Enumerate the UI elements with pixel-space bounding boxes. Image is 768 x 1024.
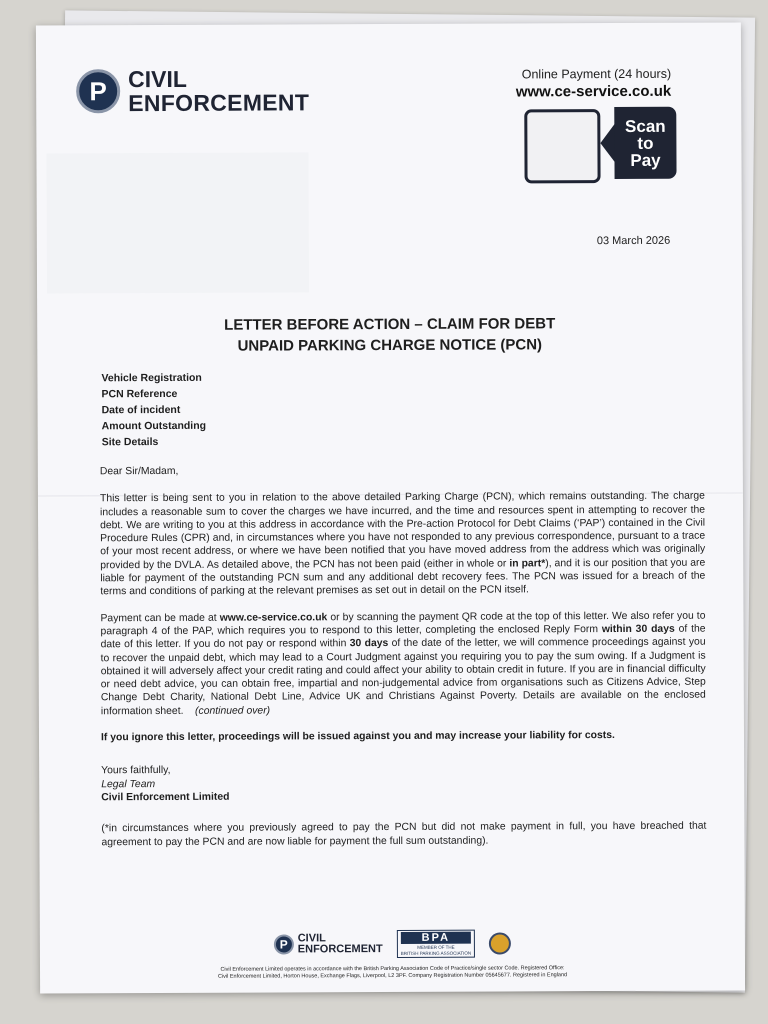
title-line1: LETTER BEFORE ACTION – CLAIM FOR DEBT bbox=[224, 315, 556, 334]
title-line2: UNPAID PARKING CHARGE NOTICE (PCN) bbox=[237, 336, 543, 355]
closing-line1: Yours faithfully, bbox=[101, 765, 171, 777]
parking-p-icon: P bbox=[76, 69, 120, 113]
payment-url[interactable]: www.ce-service.co.uk bbox=[515, 82, 672, 101]
qr-code[interactable] bbox=[524, 109, 600, 183]
closing-line3: Civil Enforcement Limited bbox=[101, 791, 230, 804]
footer-brand-logo bbox=[274, 933, 383, 955]
parking-p-icon: P bbox=[274, 934, 294, 954]
brand-name-line1: CIVIL bbox=[128, 65, 187, 93]
footer-brand-name bbox=[298, 933, 383, 955]
warning-text: If you ignore this letter, proceedings will be issued against you and may increase your liability for costs. bbox=[100, 730, 615, 744]
details-list bbox=[101, 370, 206, 450]
letter-page bbox=[36, 22, 745, 993]
para2-text: of the date of this letter. If you do not pay or respond within bbox=[100, 623, 706, 651]
small-print-line2: Civil Enforcement Limited, Horton House, Exchange Flags, Liverpool, L2 3PF. Company Registration Number 05645677. Registered in England bbox=[217, 972, 568, 980]
footer-logos bbox=[40, 928, 745, 959]
footnote: (*in circumstances where you previously agreed to pay the PCN but did not make payment in full, you have breached that agreement to pay the PCN and are now liable for payment the full sum outstanding). bbox=[101, 820, 707, 848]
closing-line2: Legal Team bbox=[101, 778, 156, 790]
footer-brand-line1: CIVIL bbox=[297, 932, 326, 945]
para1-text: This letter is being sent to you in relation to the above detailed Parking Charge (PCN), which remains outstanding. The charge includes a reasonable sum to cover the charges we have incurred, and the time and resources spent in attempting to recover the debt. We are writing to you at this address in accordance with the Pre-action Protocol for Debt Claims (‘PAP’) contained in the Civil Procedure Rules (CPR) and, in circumstances where you have not responded to any previous correspondence, pursuant to a trace of your most recent address, or where we have been notified that you have moved address from the address which was originally provided by the DVLA. As detailed above, the PCN has not been paid (either in whole or bbox=[99, 490, 706, 572]
para1-bold: in part* bbox=[509, 558, 546, 570]
to-text: to bbox=[637, 133, 654, 153]
brand-name bbox=[128, 66, 309, 115]
para2-text: or by scanning the payment QR code at the top of this letter. We also refer you to paragraph 4 of the PAP, which requires you to respond to this letter, completing the enclosed Reply Form bbox=[100, 610, 706, 638]
footer bbox=[40, 928, 745, 981]
para2-text: of the date of the letter, we will commence proceedings against you to recover the unpaid debt, which may lead to a Court Judgment against you requiring you to pay the sum owing. If a Judgment is obtained it will adversely affect your credit rating and could affect your ability to obtain credit in future. If you are in financial difficulty or need debt advice, you can obtain free, impartial and non-judgemental advice from organisations such as Citizens Advice, Step Change Debt Charity, National Debt Line, Advice UK and Christians Against Poverty. Details are available on the enclosed information sheet. bbox=[100, 636, 706, 718]
arrow-left-icon bbox=[600, 123, 615, 163]
small-print-line1: Civil Enforcement Limited operates in accordance with the British Parking Association Code of Practice/single sector Code. Registered Office: bbox=[220, 965, 565, 973]
letter-date: 03 March 2026 bbox=[596, 234, 671, 248]
brand-logo bbox=[76, 66, 309, 115]
payment-link[interactable]: www.ce-service.co.uk bbox=[219, 611, 328, 624]
pay-text: Pay bbox=[630, 150, 661, 170]
para2-bold: within 30 days bbox=[601, 623, 675, 636]
detail-label: Date of incident bbox=[101, 403, 181, 417]
online-payment-label: Online Payment (24 hours) bbox=[521, 66, 672, 82]
para2-text: Payment can be made at bbox=[100, 612, 220, 624]
bpa-sub2: BRITISH PARKING ASSOCIATION bbox=[400, 950, 472, 956]
continued-over: (continued over) bbox=[195, 705, 271, 717]
bpa-mark: BPA bbox=[401, 932, 471, 944]
letter-title bbox=[37, 312, 742, 357]
footer-small-print bbox=[40, 964, 745, 981]
brand-name-line2: ENFORCEMENT bbox=[128, 89, 310, 117]
para2-bold: 30 days bbox=[349, 638, 389, 650]
redacted-address-block bbox=[46, 152, 309, 293]
detail-label: Site Details bbox=[101, 436, 159, 449]
footer-brand-line2: ENFORCEMENT bbox=[297, 943, 383, 956]
accreditation-badge-icon bbox=[489, 932, 511, 954]
scan-text: Scan bbox=[624, 116, 666, 136]
bpa-logo bbox=[397, 930, 475, 958]
paragraph-2 bbox=[100, 609, 705, 718]
para1-text: ), and it is our position that you are liable for payment of the outstanding PCN sum and any additional debt recovery fees. The PCN was issued for a breach of the terms and conditions of parking at the relevant premises as set out in detail on the PCN itself. bbox=[100, 557, 706, 598]
salutation: Dear Sir/Madam, bbox=[99, 465, 179, 478]
detail-label: Amount Outstanding bbox=[101, 419, 207, 433]
detail-label: PCN Reference bbox=[101, 387, 178, 401]
letter-body bbox=[100, 463, 707, 862]
paragraph-1 bbox=[100, 490, 705, 599]
detail-label: Vehicle Registration bbox=[101, 371, 202, 385]
closing bbox=[101, 762, 706, 805]
scan-to-pay-badge bbox=[614, 107, 676, 179]
bpa-sub1: MEMBER OF THE bbox=[417, 944, 455, 950]
